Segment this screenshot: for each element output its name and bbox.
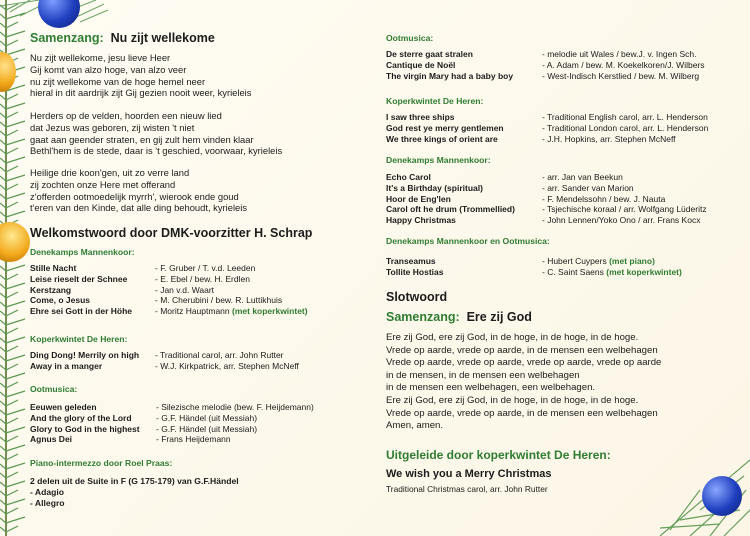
list-item: Carol oft he drum (Trommellied) - Tsjechische koraal / arr. Wolfgang Lüderitz <box>386 204 707 215</box>
list-item: It's a Birthday (spiritual) - arr. Sander van Marion <box>386 182 634 193</box>
mannenkoor-list <box>30 263 360 317</box>
list-item: Kerstzang - Jan v.d. Waart <box>30 284 215 295</box>
list-item: Stille Nacht - F. Gruber / T. v.d. Leeden <box>30 263 256 273</box>
ootmusica-list-2 <box>386 49 736 81</box>
list-item: The virgin Mary had a baby boy - West-Indisch Kerstlied / bew. M. Wilberg <box>386 70 700 81</box>
koperkwintet-heading-2: Koperkwintet De Heren: <box>386 96 484 106</box>
ootmusica-list <box>30 402 360 445</box>
verse-3: Heilige drie koon'gen, uit zo verre land zij zochten onze Here met offerand z'offerden ootmoedelijk myrrh', wierook ende goud t'eren van den Kinde, dat alle ding behoudt, kyrieleis <box>30 167 248 214</box>
slotwoord-heading: Slotwoord <box>386 290 448 304</box>
list-item: De sterre gaat stralen - melodie uit Wales / bew.J. v. Ingen Sch. <box>386 49 697 59</box>
mannenkoor-list-2 <box>386 172 736 226</box>
list-item: Leise rieselt der Schnee - E. Ebel / bew. H. Erdlen <box>30 273 250 284</box>
ornament-orange-left-icon <box>0 222 30 262</box>
ornament-orange-top-icon <box>0 52 16 92</box>
list-item: I saw three ships - Traditional English carol, arr. L. Henderson <box>386 112 708 122</box>
list-item: Ehre sei Gott in der Höhe - Moritz Hauptmann (met koperkwintet) <box>30 306 308 317</box>
ornament-blue-top-icon <box>38 0 80 28</box>
piano-heading: Piano-intermezzo door Roel Praas: <box>30 458 173 468</box>
combo-heading: Denekamps Mannenkoor en Ootmusica: <box>386 236 550 246</box>
list-item: God rest ye merry gentlemen - Traditional London carol, arr. L. Henderson <box>386 122 709 133</box>
ornament-blue-bottom-icon <box>702 476 742 516</box>
combo-list <box>386 256 736 278</box>
koperkwintet-list <box>30 350 360 372</box>
list-item: Transeamus - Hubert Cuypers (met piano) <box>386 256 655 266</box>
verse-1: Nu zijt wellekome, jesu lieve Heer Gij komt van alzo hoge, van alzo veer nu zijt wellekome van de hoge hemel neer hieral in dit aardrijk zijt Gij gezien nooit weer, kyrieleis <box>30 52 252 99</box>
samenzang-heading: Samenzang: Nu zijt wellekome <box>30 31 215 45</box>
final-song-credit: Traditional Christmas carol, arr. John Rutter <box>386 484 548 494</box>
ootmusica-heading: Ootmusica: <box>30 384 78 394</box>
list-item: Eeuwen geleden - Silezische melodie (bew. F. Heijdemann) <box>30 402 314 412</box>
mannenkoor-heading-2: Denekamps Mannenkoor: <box>386 155 491 165</box>
ere-zij-god-lyrics: Ere zij God, ere zij God, in de hoge, in de hoge, in de hoge. Vrede op aarde, vrede op aarde, in de mensen een welbehagen Vrede op aarde, vrede op aarde, vrede op aarde, vrede op aarde in de mensen, in de mensen een welbehagen in de mensen een welbehagen, een welbehagen. Ere zij God, ere zij God, in de hoge, in de hoge, in de hoge. Vrede op aarde, vrede op aarde, in de mensen een welbehagen Amen, amen. <box>386 332 662 432</box>
list-item: Come, o Jesus - M. Cherubini / bew. R. Luttikhuis <box>30 295 283 306</box>
list-item: Tollite Hostias - C. Saint Saens (met koperkwintet) <box>386 266 682 277</box>
list-item: And the glory of the Lord - G.F. Händel (uit Messiah) <box>30 412 258 423</box>
mannenkoor-heading: Denekamps Mannenkoor: <box>30 247 135 257</box>
list-item: Glory to God in the highest - G.F. Händel (uit Messiah) <box>30 423 258 434</box>
list-item: Echo Carol - arr. Jan van Beekun <box>386 172 623 182</box>
uitgeleide-heading: Uitgeleide door koperkwintet De Heren: <box>386 448 611 462</box>
pine-branch-bottom-right <box>640 430 750 536</box>
list-item: Away in a manger - W.J. Kirkpatrick, arr. Stephen McNeff <box>30 360 299 371</box>
list-item: Agnus Dei - Frans Heijdemann <box>30 434 231 445</box>
final-song-title: We wish you a Merry Christmas <box>386 468 552 480</box>
koperkwintet-heading: Koperkwintet De Heren: <box>30 334 128 344</box>
piano-list: 2 delen uit de Suite in F (G 175-179) van G.F.Händel - Adagio - Allegro <box>30 476 239 508</box>
list-item: Happy Christmas - John Lennen/Yoko Ono / arr. Frans Kocx <box>386 215 701 226</box>
ootmusica-heading-2: Ootmusica: <box>386 33 434 43</box>
list-item: We three kings of orient are - J.H. Hopkins, arr. Stephen McNeff <box>386 133 676 144</box>
list-item: Hoor de Eng'len - F. Mendelssohn / bew. J. Nauta <box>386 193 666 204</box>
koperkwintet-list-2 <box>386 112 736 144</box>
list-item: Ding Dong! Merrily on high - Traditional carol, arr. John Rutter <box>30 350 284 360</box>
samenzang-heading-2: Samenzang: Ere zij God <box>386 310 532 324</box>
welkomstwoord-heading: Welkomstwoord door DMK-voorzitter H. Schrap <box>30 226 313 240</box>
verse-2: Herders op de velden, hoorden een nieuw lied dat Jezus was geboren, zij wisten 't niet gaat aan geender straten, en gij zult hem vinden klaar Bethl'hem is de stede, daar is 't geschied, voorwaar, kyrieleis <box>30 110 283 157</box>
list-item: Cantique de Noël - A. Adam / bew. M. Koekelkoren/J. Wilbers <box>386 59 705 70</box>
